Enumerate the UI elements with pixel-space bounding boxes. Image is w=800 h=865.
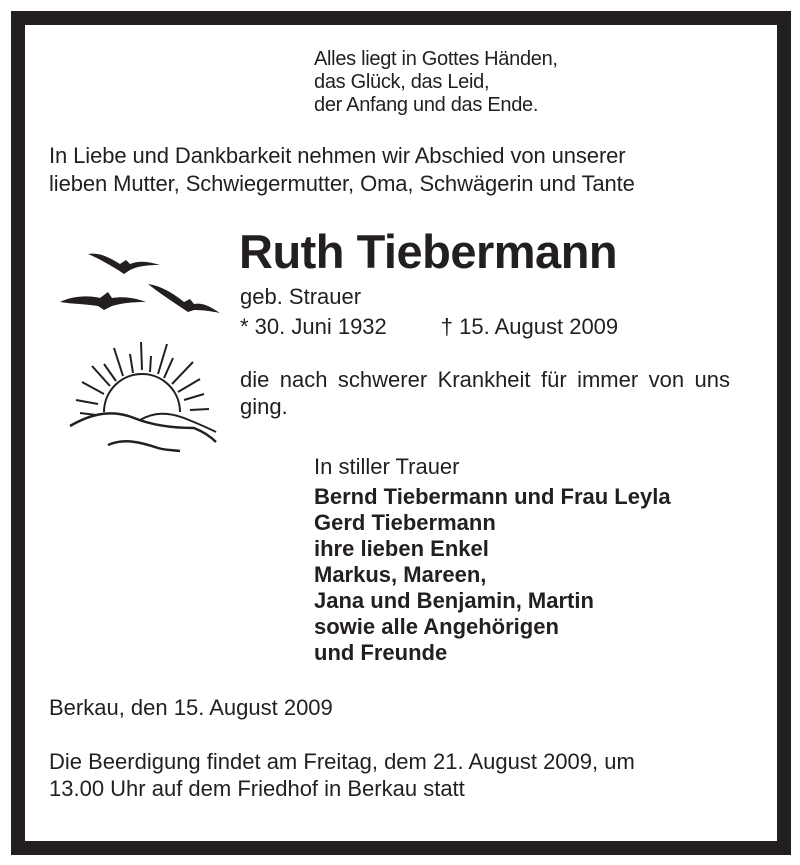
motto-line: Alles liegt in Gottes Händen, (314, 48, 558, 70)
birds-icon (60, 254, 220, 313)
intro-line: In Liebe und Dankbarkeit nehmen wir Abschied von unserer (49, 143, 626, 168)
mourner-line: und Freunde (314, 640, 448, 665)
mourners-list (314, 484, 671, 666)
illness-text: die nach schwerer Krankheit für immer von uns ging. (240, 367, 730, 419)
mourner-line: Markus, Mareen, (314, 562, 487, 587)
birth-date: * 30. Juni 1932 (240, 314, 387, 339)
motto-line: der Anfang und das Ende. (314, 94, 539, 116)
mourner-line: sowie alle Angehörigen (314, 614, 559, 639)
mourner-line: Bernd Tiebermann und Frau Leyla (314, 484, 671, 509)
mourning-heading: In stiller Trauer (314, 454, 460, 479)
sunset-icon (70, 342, 216, 451)
mourner-line: Gerd Tiebermann (314, 510, 496, 535)
funeral-line: Die Beerdigung findet am Freitag, dem 21. August 2009, um (49, 749, 635, 774)
mourner-line: ihre lieben Enkel (314, 536, 489, 561)
place-and-date: Berkau, den 15. August 2009 (49, 695, 333, 720)
intro-text (49, 142, 635, 198)
birds-sunset-illustration (44, 232, 224, 454)
funeral-line: 13.00 Uhr auf dem Friedhof in Berkau statt (49, 776, 465, 801)
maiden-name: geb. Strauer (240, 284, 362, 309)
life-dates (240, 314, 618, 340)
motto-verse (314, 48, 558, 117)
death-date: † 15. August 2009 (440, 314, 619, 339)
deceased-name: Ruth Tiebermann (239, 225, 618, 278)
funeral-notice (49, 748, 635, 802)
motto-line: das Glück, das Leid, (314, 71, 490, 93)
mourner-line: Jana und Benjamin, Martin (314, 588, 594, 613)
intro-line: lieben Mutter, Schwiegermutter, Oma, Schwägerin und Tante (49, 171, 635, 196)
